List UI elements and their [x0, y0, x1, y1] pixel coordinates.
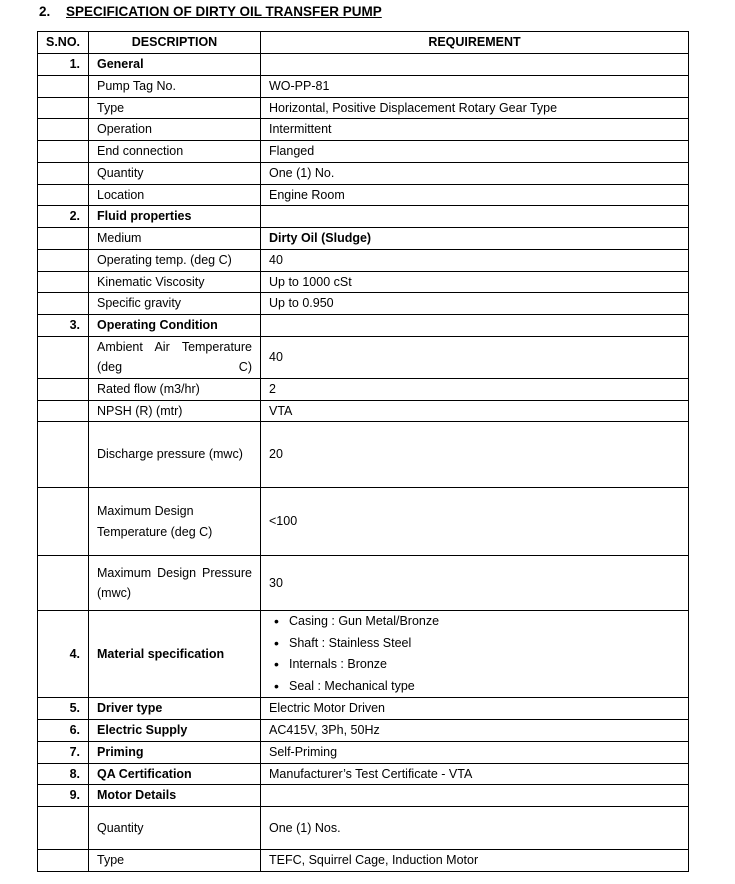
header-sno: S.NO. [38, 32, 89, 54]
row-description: Location [89, 184, 261, 206]
row-requirement: Up to 1000 cSt [261, 271, 689, 293]
table-row [38, 97, 689, 119]
row-requirement: Up to 0.950 [261, 293, 689, 315]
row-requirement: AC415V, 3Ph, 50Hz [261, 720, 689, 742]
row-description: Type [89, 850, 261, 872]
row-description: Ambient Air Temperature (deg C) [89, 336, 261, 378]
row-requirement: One (1) Nos. [261, 807, 689, 850]
row-requirement [261, 611, 689, 698]
row-description: Discharge pressure (mwc) [89, 422, 261, 488]
row-sno [38, 336, 89, 378]
table-row [38, 611, 689, 698]
row-sno [38, 75, 89, 97]
table-row [38, 488, 689, 556]
table-row [38, 162, 689, 184]
row-sno [38, 400, 89, 422]
table-row [38, 720, 689, 742]
row-description: Priming [89, 741, 261, 763]
row-description: Motor Details [89, 785, 261, 807]
table-row [38, 378, 689, 400]
row-sno [38, 271, 89, 293]
row-sno [38, 850, 89, 872]
row-description: Specific gravity [89, 293, 261, 315]
row-requirement: TEFC, Squirrel Cage, Induction Motor [261, 850, 689, 872]
row-requirement [261, 785, 689, 807]
material-list [269, 611, 680, 697]
row-sno [38, 162, 89, 184]
row-sno: 8. [38, 763, 89, 785]
row-description: Electric Supply [89, 720, 261, 742]
table-row [38, 850, 689, 872]
row-requirement: Engine Room [261, 184, 689, 206]
row-sno [38, 556, 89, 611]
row-description: End connection [89, 141, 261, 163]
row-requirement: 40 [261, 249, 689, 271]
list-item: • Seal : Mechanical type [289, 676, 680, 698]
row-description: Maximum Design Temperature (deg C) [89, 488, 261, 556]
row-requirement: 40 [261, 336, 689, 378]
row-requirement: Intermittent [261, 119, 689, 141]
row-requirement: One (1) No. [261, 162, 689, 184]
row-sno [38, 807, 89, 850]
row-requirement: <100 [261, 488, 689, 556]
header-description: DESCRIPTION [89, 32, 261, 54]
table-row [38, 422, 689, 488]
row-sno: 7. [38, 741, 89, 763]
row-description: NPSH (R) (mtr) [89, 400, 261, 422]
table-row [38, 336, 689, 378]
row-sno [38, 141, 89, 163]
specification-table [37, 31, 689, 872]
section-number: 2. [39, 4, 51, 19]
row-description: Type [89, 97, 261, 119]
row-description: QA Certification [89, 763, 261, 785]
row-description: Kinematic Viscosity [89, 271, 261, 293]
section-heading [39, 4, 382, 19]
row-sno: 6. [38, 720, 89, 742]
row-sno: 3. [38, 315, 89, 337]
row-description: Rated flow (m3/hr) [89, 378, 261, 400]
table-row [38, 698, 689, 720]
row-description: Operating temp. (deg C) [89, 249, 261, 271]
section-title: SPECIFICATION OF DIRTY OIL TRANSFER PUMP [66, 4, 382, 19]
row-requirement: 20 [261, 422, 689, 488]
table-row [38, 206, 689, 228]
table-row [38, 249, 689, 271]
table-row [38, 741, 689, 763]
header-requirement: REQUIREMENT [261, 32, 689, 54]
row-sno [38, 422, 89, 488]
table-row [38, 807, 689, 850]
row-sno [38, 249, 89, 271]
row-sno: 2. [38, 206, 89, 228]
row-description: Quantity [89, 162, 261, 184]
row-requirement: Electric Motor Driven [261, 698, 689, 720]
list-item: • Shaft : Stainless Steel [289, 633, 680, 655]
row-sno: 1. [38, 54, 89, 76]
table-row [38, 184, 689, 206]
row-description: Driver type [89, 698, 261, 720]
row-sno: 9. [38, 785, 89, 807]
row-sno: 4. [38, 611, 89, 698]
table-row [38, 75, 689, 97]
row-requirement: VTA [261, 400, 689, 422]
row-sno: 5. [38, 698, 89, 720]
table-row [38, 271, 689, 293]
row-requirement: 30 [261, 556, 689, 611]
row-requirement: 2 [261, 378, 689, 400]
row-requirement: Manufacturer’s Test Certificate - VTA [261, 763, 689, 785]
table-row [38, 763, 689, 785]
row-requirement: WO-PP-81 [261, 75, 689, 97]
table-row [38, 785, 689, 807]
row-sno [38, 184, 89, 206]
table-header-row [38, 32, 689, 54]
row-description: Quantity [89, 807, 261, 850]
row-requirement: Horizontal, Positive Displacement Rotary Gear Type [261, 97, 689, 119]
row-description: General [89, 54, 261, 76]
row-description: Medium [89, 228, 261, 250]
row-sno [38, 119, 89, 141]
row-requirement [261, 315, 689, 337]
table-row [38, 315, 689, 337]
row-requirement: Dirty Oil (Sludge) [261, 228, 689, 250]
row-description: Maximum Design Pressure (mwc) [89, 556, 261, 611]
row-description: Fluid properties [89, 206, 261, 228]
list-item: • Casing : Gun Metal/Bronze [289, 611, 680, 633]
row-sno [38, 97, 89, 119]
table-row [38, 54, 689, 76]
table-row [38, 228, 689, 250]
row-description: Operating Condition [89, 315, 261, 337]
row-description: Operation [89, 119, 261, 141]
table-row [38, 556, 689, 611]
row-description: Pump Tag No. [89, 75, 261, 97]
table-row [38, 141, 689, 163]
row-sno [38, 488, 89, 556]
table-row [38, 293, 689, 315]
row-description: Material specification [89, 611, 261, 698]
table-row [38, 400, 689, 422]
row-sno [38, 378, 89, 400]
row-requirement: Flanged [261, 141, 689, 163]
row-sno [38, 228, 89, 250]
row-sno [38, 293, 89, 315]
list-item: • Internals : Bronze [289, 654, 680, 676]
table-row [38, 119, 689, 141]
row-requirement: Self-Priming [261, 741, 689, 763]
row-requirement [261, 206, 689, 228]
row-requirement [261, 54, 689, 76]
